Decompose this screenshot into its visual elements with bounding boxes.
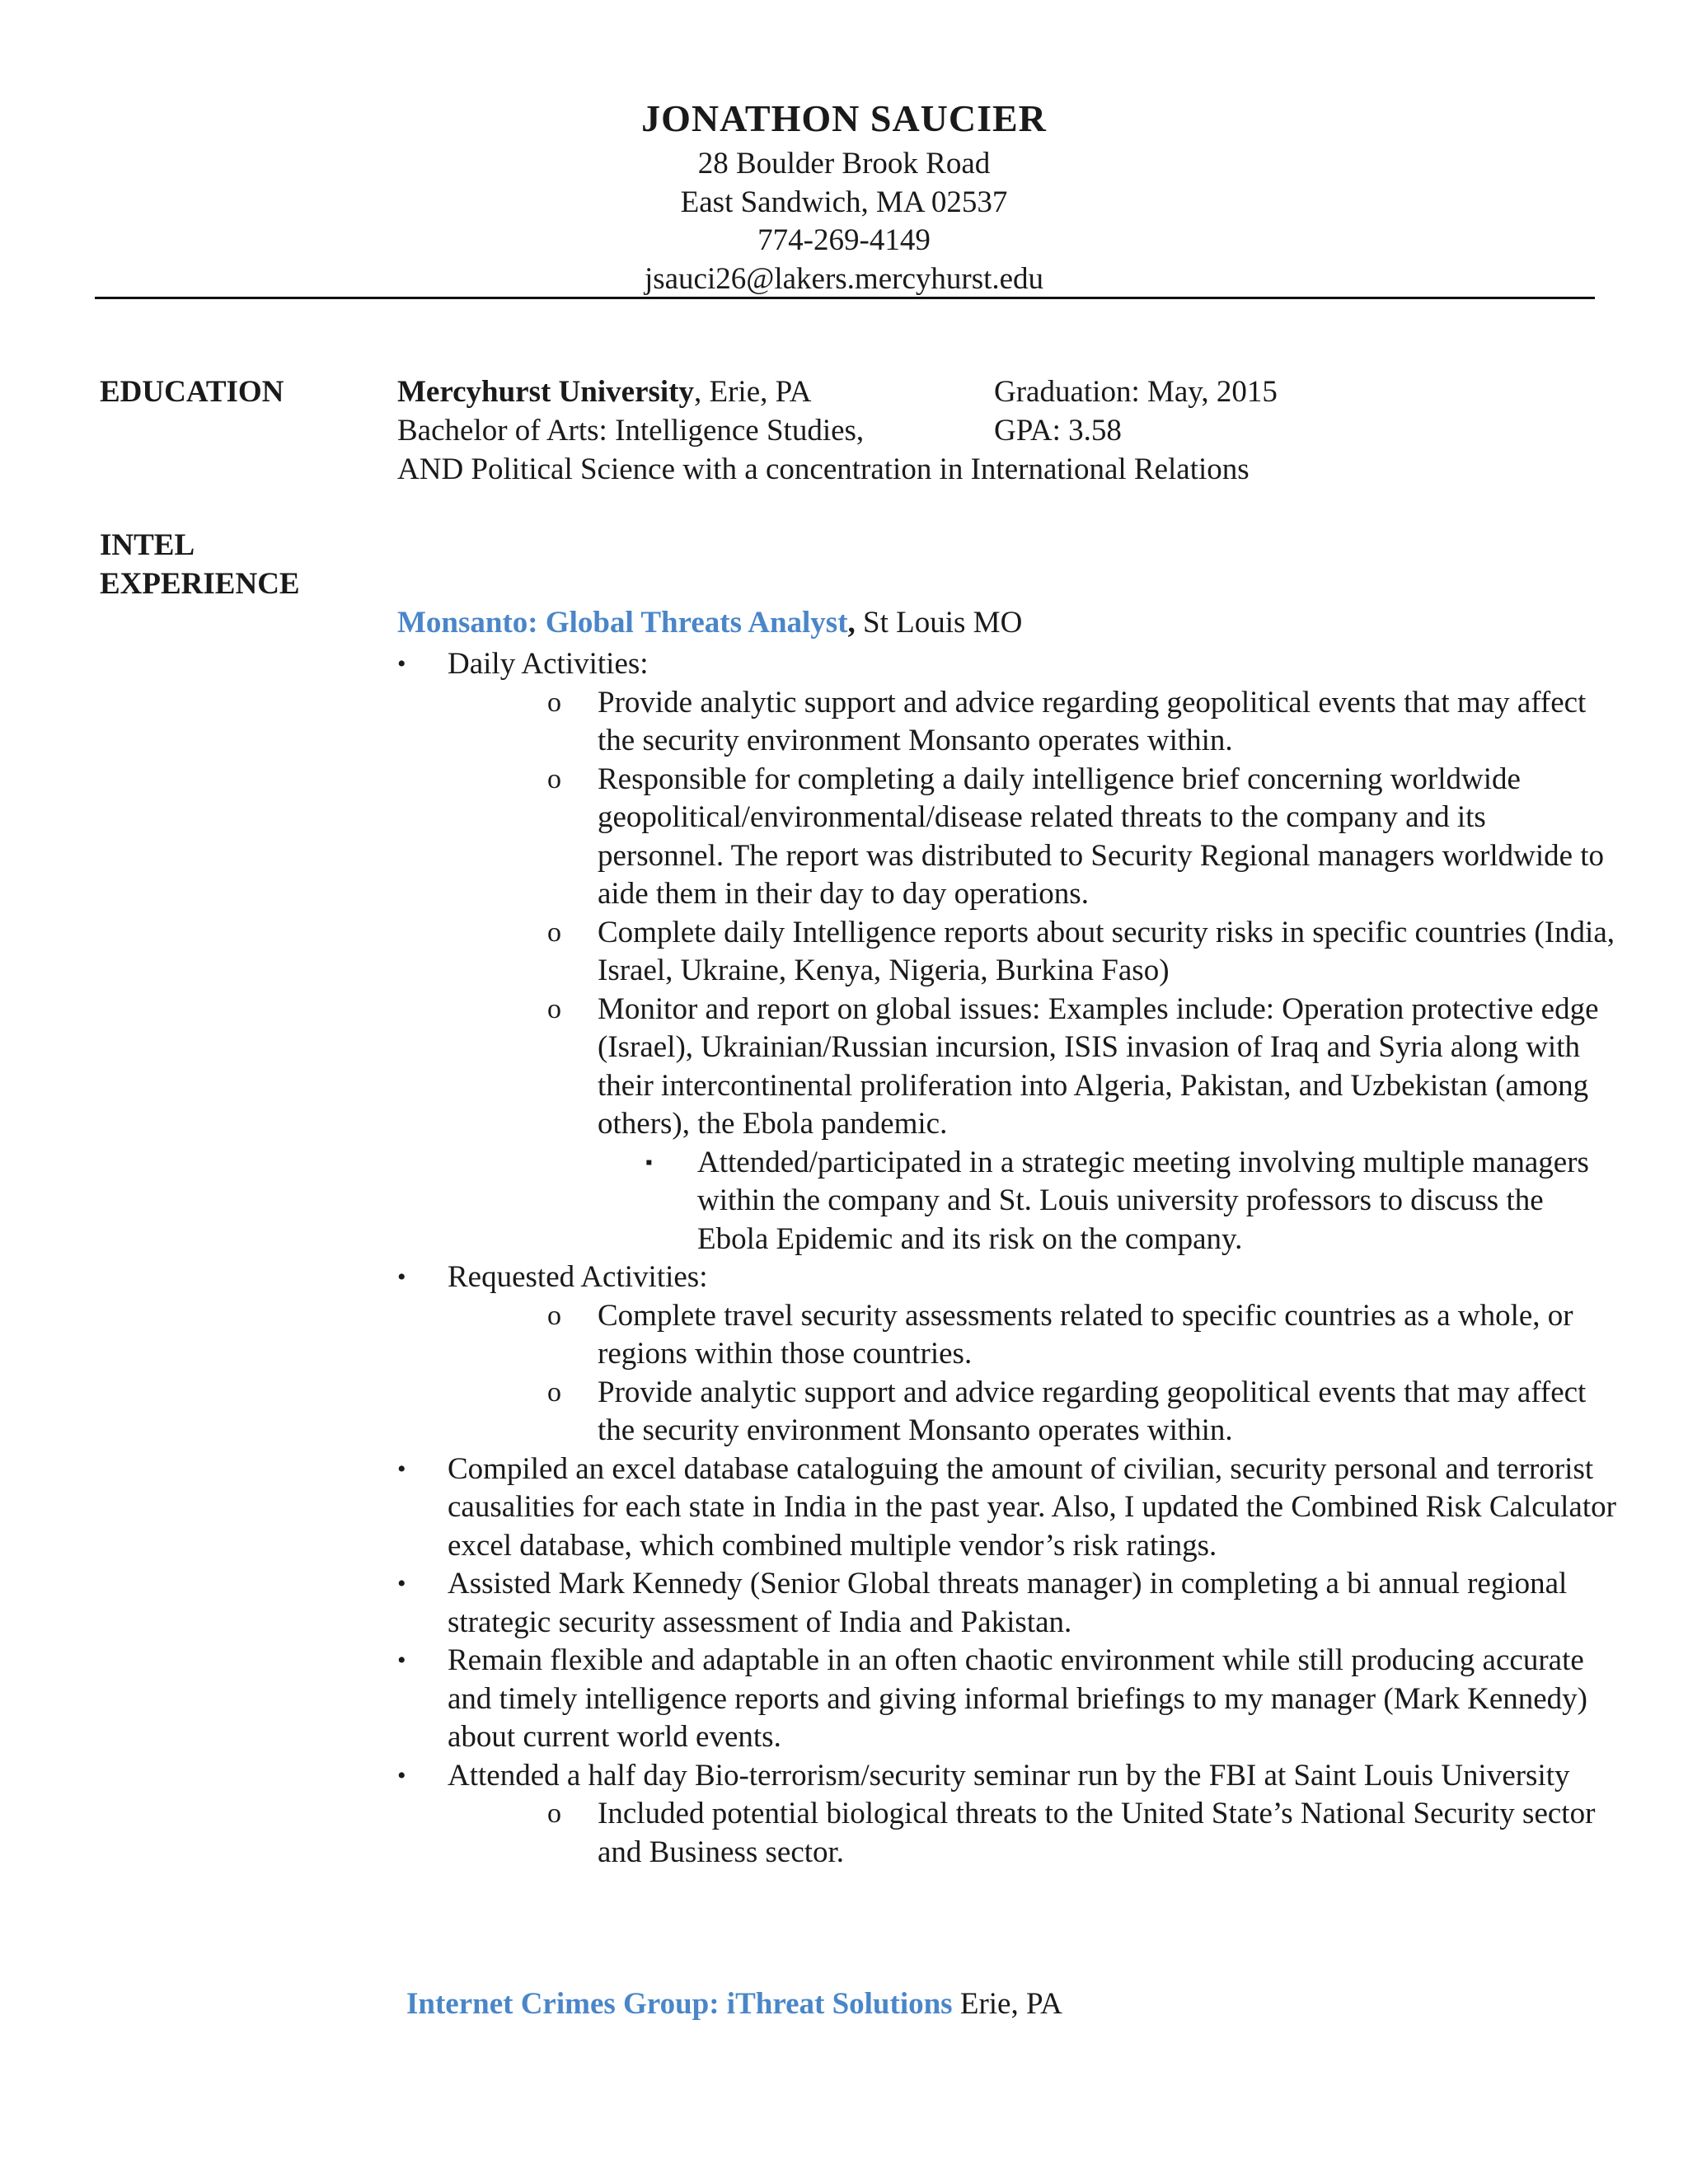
bullet-text: Compiled an excel database cataloguing the amount of civilian, security personal and terrorist causalities for each state in India in the past year. Also, I updated the Combined Risk Calculator excel database, which combined multiple vendor’s risk ratings. [448,1451,1616,1563]
daily-activity-text: Responsible for completing a daily intelligence brief concerning worldwide geopolitical/environmental/disease related threats to the company and its personnel. The report was distributed to Security Regional managers worldwide to aide them in their day to day operations. [598,762,1605,911]
education-row-3 [397,450,1250,489]
bullet-marker: • [397,1647,406,1674]
daily-activities-list [448,684,1617,1259]
resume-header [0,92,1688,298]
bullet-marker: • [397,1761,406,1789]
seminar-detail-text: Included potential biological threats to the United State’s National Security sector and Business sector. [598,1797,1596,1869]
job-1-header: Monsanto: Global Threats Analyst, St Louis MO [397,606,1023,640]
list-item [397,645,1617,1258]
phone-number: 774-269-4149 [757,223,931,257]
job-1-title: Monsanto: Global Threats Analyst [397,606,848,640]
graduation-date: Graduation: May, 2015 [994,375,1278,409]
bullet-marker: • [397,650,406,677]
circle-marker: o [547,763,561,794]
bullet-text: Assisted Mark Kennedy (Senior Global threats manager) in completing a bi annual regional strategic security assessment of India and Pakistan. [448,1567,1568,1639]
requested-activities-list [448,1297,1617,1451]
school-name: Mercyhurst University [397,375,694,409]
degree: Bachelor of Arts: Intelligence Studies, [397,414,865,448]
list-item [448,1297,1617,1374]
experience-heading-line-2: EXPERIENCE [100,567,300,601]
circle-marker: o [547,1798,561,1829]
list-item [397,1451,1617,1566]
experience-heading [100,526,300,603]
list-item [397,1565,1617,1642]
daily-activity-text: Complete daily Intelligence reports about security risks in specific countries (India, Israel, Ukraine, Kenya, Nigeria, Burkina Faso) [598,915,1615,987]
gpa: GPA: 3.58 [994,414,1122,448]
list-item [448,684,1617,761]
job-1-bullet-list [397,645,1617,1872]
bullet-marker: • [397,1455,406,1483]
daily-subactivity-list [448,1144,1617,1259]
email-address: jsauci26@lakers.mercyhurst.edu [644,261,1044,296]
requested-activity-text: Complete travel security assessments related to specific countries as a whole, or regions within those countries. [598,1298,1573,1371]
seminar-sub-list [448,1795,1617,1872]
school-location: , Erie, PA [694,375,812,409]
list-item [397,1757,1617,1872]
job-2-location: Erie, PA [952,1987,1062,2021]
daily-activity-text: Monitor and report on global issues: Examples include: Operation protective edge (Israel), Ukrainian/Russian incursion, ISIS invasion of Iraq and Syria along with their intercontinental proliferation into Algeria, Pakistan, and Uzbekistan (among others), the Ebola pandemic. [598,991,1599,1141]
list-item [397,1258,1617,1451]
bullet-text: Remain flexible and adaptable in an often chaotic environment while still producing accurate and timely intelligence reports and giving informal briefings to my manager (Mark Kennedy) about current world events. [448,1643,1587,1754]
circle-marker: o [547,687,561,718]
address-line-1: 28 Boulder Brook Road [697,147,991,180]
list-item [448,991,1617,1259]
bullet-marker: • [397,1570,406,1597]
circle-marker: o [547,1300,561,1331]
list-item [448,1144,1617,1259]
job-1-location: St Louis MO [855,606,1023,640]
list-item [397,1642,1617,1757]
candidate-name: JONATHON SAUCIER [641,97,1047,139]
circle-marker: o [547,1376,561,1408]
header-divider [95,297,1595,299]
address-line-2: East Sandwich, MA 02537 [680,185,1008,219]
daily-activities-label: Daily Activities: [448,647,649,681]
job-2-title: Internet Crimes Group: iThreat Solutions [406,1987,953,2021]
list-item [448,761,1617,914]
circle-marker: o [547,916,561,948]
daily-activity-text: Provide analytic support and advice regarding geopolitical events that may affect the security environment Monsanto operates within. [598,685,1587,757]
square-marker: ▪ [645,1151,653,1174]
list-item [448,1795,1617,1872]
list-item [448,1374,1617,1451]
requested-activities-label: Requested Activities: [448,1260,708,1294]
experience-heading-line-1: INTEL [100,528,195,562]
degree-continuation: AND Political Science with a concentration in International Relations [397,452,1250,486]
education-row-1 [397,373,1278,411]
education-row-2 [397,411,1250,450]
bullet-text: Attended a half day Bio-terrorism/security seminar run by the FBI at Saint Louis University [448,1758,1570,1793]
circle-marker: o [547,993,561,1024]
job-2-header [406,1985,1062,2023]
sub-activity-text: Attended/participated in a strategic meeting involving multiple managers within the company and St. Louis university professors to discuss the Ebola Epidemic and its risk on the company. [697,1145,1589,1256]
education-heading: EDUCATION [100,375,284,409]
bullet-marker: • [397,1263,406,1291]
list-item [448,914,1617,991]
education-section [397,373,1278,489]
requested-activity-text: Provide analytic support and advice regarding geopolitical events that may affect the security environment Monsanto operates within. [598,1375,1587,1447]
